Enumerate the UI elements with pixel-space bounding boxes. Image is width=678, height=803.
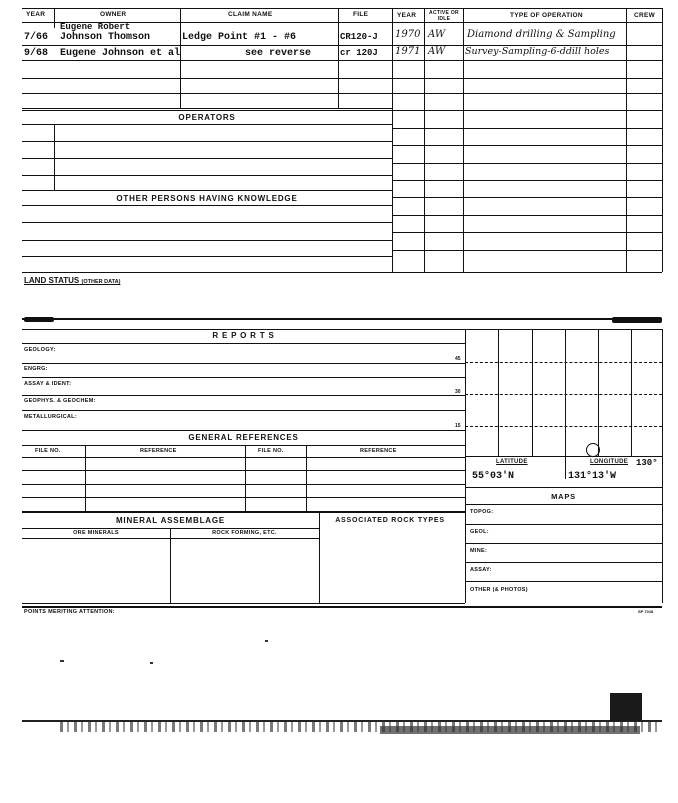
report-num-geology: 45 <box>455 356 461 362</box>
longitude-label: LONGITUDE <box>590 459 629 465</box>
operators-title: OPERATORS <box>178 113 236 122</box>
maps-assay: ASSAY: <box>470 567 492 573</box>
ops-row2-active: AW <box>428 46 446 57</box>
row1-file: CR120-J <box>340 32 378 42</box>
general-references-title: GENERAL REFERENCES <box>188 433 299 442</box>
ops-header-active-idle: ACTIVE OR IDLE <box>429 10 459 22</box>
ops-row2-type: Survey-Sampling-6-ddill holes <box>465 46 610 57</box>
other-persons-title: OTHER PERSONS HAVING KNOWLEDGE <box>116 194 298 203</box>
header-claim-name: CLAIM NAME <box>228 11 273 18</box>
reports-title: R E P O R T S <box>212 331 275 340</box>
row2-file: cr 120J <box>340 48 378 58</box>
maps-mine: MINE: <box>470 548 488 554</box>
land-status-subtitle: (OTHER DATA) <box>81 279 121 285</box>
location-circle <box>586 443 600 457</box>
header-year: YEAR <box>26 11 46 18</box>
report-num-metallurgical: 15 <box>455 423 461 429</box>
report-label-metallurgical: METALLURGICAL: <box>24 414 77 420</box>
points-meriting-attention: POINTS MERITING ATTENTION: <box>24 609 115 615</box>
longitude-value: 131°13'W <box>568 471 617 482</box>
report-label-geophys: GEOPHYS. & GEOCHEM: <box>24 398 96 404</box>
ops-row1-active: AW <box>428 29 446 40</box>
ref-col-reference-2: REFERENCE <box>360 448 397 454</box>
ref-col-reference: REFERENCE <box>140 448 177 454</box>
row1-owner: Johnson Thomson <box>60 32 151 43</box>
ore-minerals-header: ORE MINERALS <box>73 530 119 536</box>
form-number: SP 7018 <box>638 609 654 614</box>
ops-header-type: TYPE OF OPERATION <box>510 12 583 19</box>
row2-claim-name: see reverse <box>245 48 312 59</box>
ops-row1-type: Diamond drilling & Sampling <box>467 29 616 40</box>
header-owner: OWNER <box>100 11 127 18</box>
ref-col-file-2: FILE NO. <box>258 448 284 454</box>
row2-owner: Eugene Johnson et al <box>60 48 181 59</box>
rock-forming-header: ROCK FORMING, ETC. <box>212 530 277 536</box>
row1-year: 7/66 <box>24 32 49 43</box>
report-num-assay: 30 <box>455 389 461 395</box>
maps-title: MAPS <box>551 492 576 501</box>
row2-year: 9/68 <box>24 48 49 59</box>
report-label-engrg: ENGRG: <box>24 366 48 372</box>
header-file: FILE <box>353 11 369 18</box>
associated-rock-types-header: ASSOCIATED ROCK TYPES <box>335 517 445 524</box>
ref-col-file: FILE NO. <box>35 448 61 454</box>
ops-header-year: YEAR <box>397 12 417 19</box>
ops-row1-year: 1970 <box>395 29 421 40</box>
report-label-assay: ASSAY & IDENT: <box>24 381 72 387</box>
row1-claim-name: Ledge Point #1 - #6 <box>182 32 297 43</box>
ops-row2-year: 1971 <box>395 46 421 57</box>
maps-topog: TOPOG: <box>470 509 494 515</box>
latitude-label: LATITUDE <box>496 459 528 465</box>
longitude-extra: 130° <box>636 458 658 468</box>
land-status-title: LAND STATUS <box>24 276 80 285</box>
report-label-geology: GEOLOGY: <box>24 347 56 353</box>
owner-first-names: Eugene Robert <box>60 22 131 32</box>
ops-header-crew: CREW <box>634 12 656 19</box>
maps-other-photos: OTHER (& PHOTOS) <box>470 587 528 593</box>
mineral-title: MINERAL ASSEMBLAGE <box>115 516 226 525</box>
latitude-value: 55°03'N <box>472 471 515 482</box>
maps-geol: GEOL: <box>470 529 489 535</box>
